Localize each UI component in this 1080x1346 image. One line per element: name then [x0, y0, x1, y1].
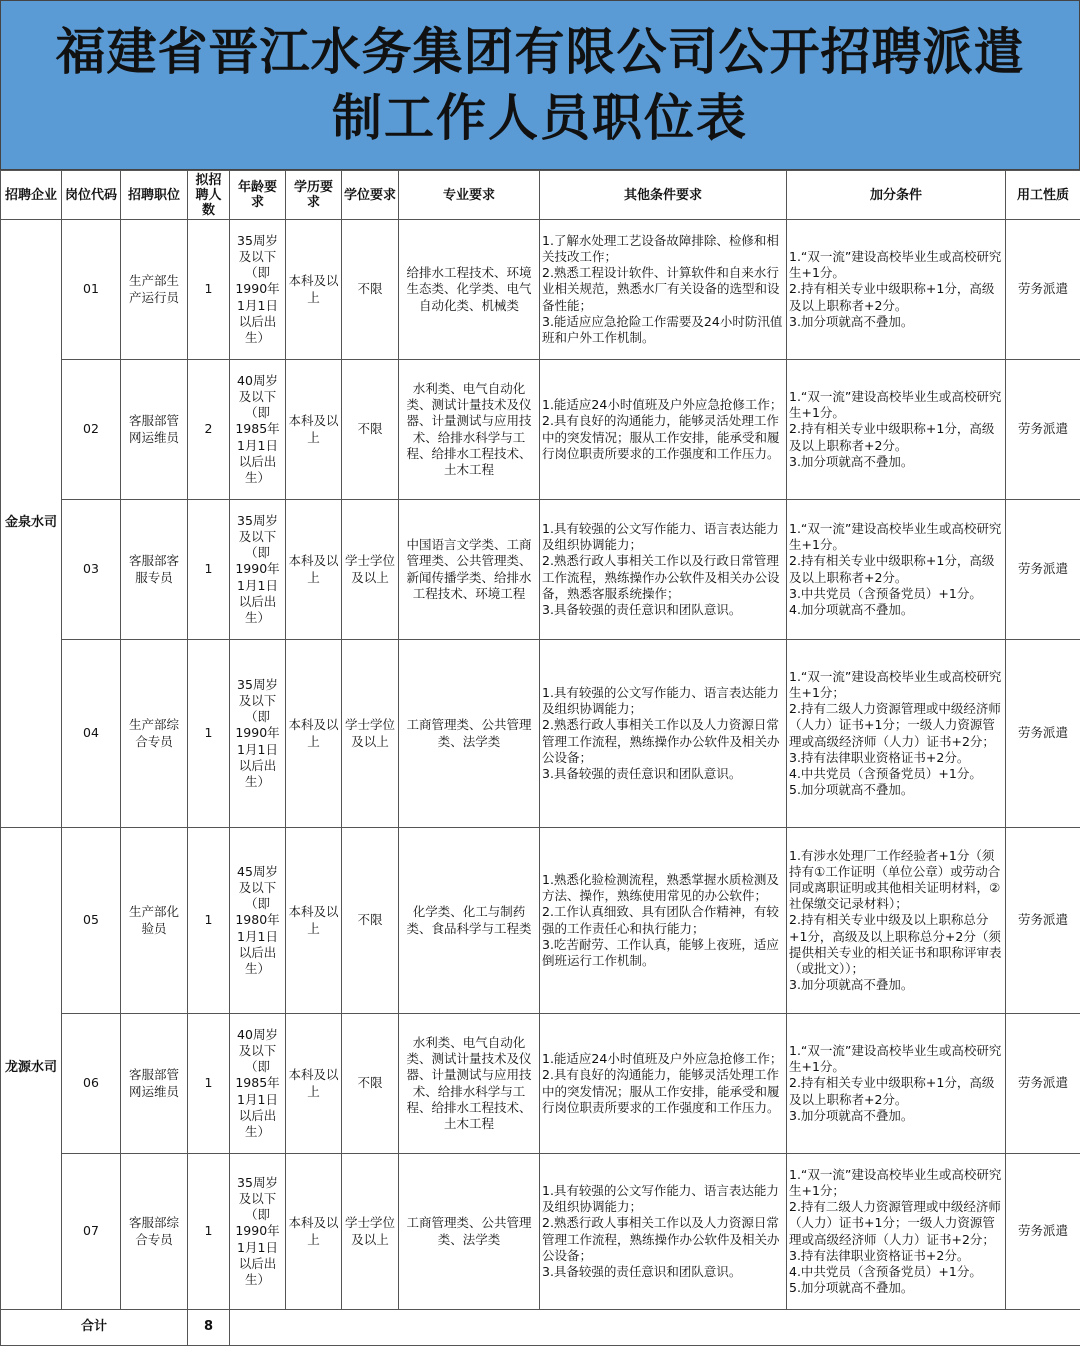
major-cell: 工商管理类、公共管理类、法学类	[399, 640, 540, 828]
total-count: 8	[188, 1310, 230, 1346]
header-employment: 用工性质	[1006, 171, 1080, 220]
company-cell: 金泉水司	[1, 220, 62, 828]
age-cell: 40周岁及以下（即1985年1月1日以后出生）	[230, 1014, 286, 1154]
position-cell: 客服部管网运维员	[121, 1014, 188, 1154]
major-cell: 工商管理类、公共管理类、法学类	[399, 1154, 540, 1310]
major-cell: 化学类、化工与制药类、食品科学与工程类	[399, 828, 540, 1014]
bonus-cell: 1.“双一流”建设高校毕业生或高校研究生+1分； 2.持有二级人力资源管理或中级经济师（人力）证书+1分；一级人力资源管理或高级经济师（人力）证书+2分； 3.持有法律职业资格证书+2分。 4.中共党员（含预备党员）+1分。 5.加分项就高不叠加。	[787, 640, 1006, 828]
count-cell: 1	[188, 640, 230, 828]
other-requirements-cell: 1.能适应24小时值班及户外应急抢修工作； 2.具有良好的沟通能力，能够灵活处理工作中的突发情况；服从工作安排，能承受和履行岗位职责所要求的工作强度和工作压力。	[540, 360, 787, 500]
employment-cell: 劳务派遣	[1006, 1014, 1080, 1154]
bonus-cell: 1.“双一流”建设高校毕业生或高校研究生+1分。 2.持有相关专业中级职称+1分，高级及以上职称者+2分。 3.中共党员（含预备党员）+1分。 4.加分项就高不叠加。	[787, 500, 1006, 640]
position-cell: 客服部管网运维员	[121, 360, 188, 500]
count-cell: 1	[188, 1154, 230, 1310]
header-age: 年龄要求	[230, 171, 286, 220]
major-cell: 中国语言文学类、工商管理类、公共管理类、新闻传播学类、给排水工程技术、环境工程	[399, 500, 540, 640]
degree-cell: 不限	[342, 1014, 399, 1154]
degree-cell: 学士学位及以上	[342, 1154, 399, 1310]
code-cell: 04	[62, 640, 121, 828]
other-requirements-cell: 1.具有较强的公文写作能力、语言表达能力及组织协调能力； 2.熟悉行政人事相关工作以及行政日常管理工作流程，熟练操作办公软件及相关办公设备，熟悉客服系统操作； 3.具备较强的责任意识和团队意识。	[540, 500, 787, 640]
position-cell: 生产部生产运行员	[121, 220, 188, 360]
header-bonus: 加分条件	[787, 171, 1006, 220]
count-cell: 1	[188, 500, 230, 640]
header-code: 岗位代码	[62, 171, 121, 220]
total-row	[1, 1310, 1080, 1346]
header-other: 其他条件要求	[540, 171, 787, 220]
total-label: 合计	[1, 1310, 188, 1346]
header-major: 专业要求	[399, 171, 540, 220]
code-cell: 01	[62, 220, 121, 360]
code-cell: 03	[62, 500, 121, 640]
major-cell: 水利类、电气自动化类、测试计量技术及仪器、计量测试与应用技术、给排水科学与工程、给排水工程技术、土木工程	[399, 360, 540, 500]
count-cell: 1	[188, 828, 230, 1014]
education-cell: 本科及以上	[286, 360, 342, 500]
page-title	[0, 0, 1080, 170]
other-requirements-cell: 1.能适应24小时值班及户外应急抢修工作； 2.具有良好的沟通能力，能够灵活处理工作中的突发情况；服从工作安排，能承受和履行岗位职责所要求的工作强度和工作压力。	[540, 1014, 787, 1154]
position-cell: 客服部综合专员	[121, 1154, 188, 1310]
header-position: 招聘职位	[121, 171, 188, 220]
employment-cell: 劳务派遣	[1006, 360, 1080, 500]
table-row	[1, 828, 1080, 1014]
count-cell: 2	[188, 360, 230, 500]
other-requirements-cell: 1.具有较强的公文写作能力、语言表达能力及组织协调能力； 2.熟悉行政人事相关工作以及人力资源日常管理工作流程，熟练操作办公软件及相关办公设备； 3.具备较强的责任意识和团队意识。	[540, 1154, 787, 1310]
other-requirements-cell: 1.了解水处理工艺设备故障排除、检修和相关技改工作； 2.熟悉工程设计软件、计算软件和自来水行业相关规范，熟悉水厂有关设备的选型和设备性能； 3.能适应应急抢险工作需要及24小时防汛值班和户外工作机制。	[540, 220, 787, 360]
degree-cell: 不限	[342, 220, 399, 360]
age-cell: 45周岁及以下（即1980年1月1日以后出生）	[230, 828, 286, 1014]
degree-cell: 不限	[342, 360, 399, 500]
education-cell: 本科及以上	[286, 1014, 342, 1154]
positions-table	[0, 170, 1080, 1346]
code-cell: 05	[62, 828, 121, 1014]
title-line-2: 制工作人员职位表	[332, 88, 748, 147]
code-cell: 07	[62, 1154, 121, 1310]
degree-cell: 学士学位及以上	[342, 640, 399, 828]
table-row	[1, 640, 1080, 828]
position-cell: 客服部客服专员	[121, 500, 188, 640]
count-cell: 1	[188, 220, 230, 360]
age-cell: 35周岁及以下（即1990年1月1日以后出生）	[230, 1154, 286, 1310]
header-count: 拟招聘人数	[188, 171, 230, 220]
bonus-cell: 1.“双一流”建设高校毕业生或高校研究生+1分。 2.持有相关专业中级职称+1分，高级及以上职称者+2分。 3.加分项就高不叠加。	[787, 220, 1006, 360]
employment-cell: 劳务派遣	[1006, 500, 1080, 640]
code-cell: 02	[62, 360, 121, 500]
header-row	[1, 171, 1080, 220]
age-cell: 40周岁及以下（即1985年1月1日以后出生）	[230, 360, 286, 500]
age-cell: 35周岁及以下（即1990年1月1日以后出生）	[230, 220, 286, 360]
education-cell: 本科及以上	[286, 500, 342, 640]
header-education: 学历要求	[286, 171, 342, 220]
education-cell: 本科及以上	[286, 828, 342, 1014]
education-cell: 本科及以上	[286, 640, 342, 828]
header-degree: 学位要求	[342, 171, 399, 220]
table-row	[1, 1014, 1080, 1154]
total-empty-cell	[230, 1310, 1080, 1346]
degree-cell: 学士学位及以上	[342, 500, 399, 640]
degree-cell: 不限	[342, 828, 399, 1014]
position-cell: 生产部化验员	[121, 828, 188, 1014]
employment-cell: 劳务派遣	[1006, 640, 1080, 828]
employment-cell: 劳务派遣	[1006, 1154, 1080, 1310]
code-cell: 06	[62, 1014, 121, 1154]
bonus-cell: 1.“双一流”建设高校毕业生或高校研究生+1分。 2.持有相关专业中级职称+1分，高级及以上职称者+2分。 3.加分项就高不叠加。	[787, 360, 1006, 500]
employment-cell: 劳务派遣	[1006, 220, 1080, 360]
age-cell: 35周岁及以下（即1990年1月1日以后出生）	[230, 640, 286, 828]
bonus-cell: 1.“双一流”建设高校毕业生或高校研究生+1分。 2.持有相关专业中级职称+1分，高级及以上职称者+2分。 3.加分项就高不叠加。	[787, 1014, 1006, 1154]
education-cell: 本科及以上	[286, 220, 342, 360]
table-row	[1, 1154, 1080, 1310]
company-cell: 龙源水司	[1, 828, 62, 1310]
other-requirements-cell: 1.熟悉化验检测流程，熟悉掌握水质检测及方法、操作，熟练使用常见的办公软件； 2.工作认真细致、具有团队合作精神，有较强的工作责任心和执行能力； 3.吃苦耐劳、工作认真，能够上夜班，适应倒班运行工作机制。	[540, 828, 787, 1014]
table-row	[1, 360, 1080, 500]
table-row	[1, 500, 1080, 640]
count-cell: 1	[188, 1014, 230, 1154]
other-requirements-cell: 1.具有较强的公文写作能力、语言表达能力及组织协调能力； 2.熟悉行政人事相关工作以及人力资源日常管理工作流程，熟练操作办公软件及相关办公设备； 3.具备较强的责任意识和团队意识。	[540, 640, 787, 828]
header-company: 招聘企业	[1, 171, 62, 220]
bonus-cell: 1.“双一流”建设高校毕业生或高校研究生+1分； 2.持有二级人力资源管理或中级经济师（人力）证书+1分；一级人力资源管理或高级经济师（人力）证书+2分； 3.持有法律职业资格证书+2分。 4.中共党员（含预备党员）+1分。 5.加分项就高不叠加。	[787, 1154, 1006, 1310]
position-cell: 生产部综合专员	[121, 640, 188, 828]
age-cell: 35周岁及以下（即1990年1月1日以后出生）	[230, 500, 286, 640]
table-row	[1, 220, 1080, 360]
major-cell: 水利类、电气自动化类、测试计量技术及仪器、计量测试与应用技术、给排水科学与工程、给排水工程技术、土木工程	[399, 1014, 540, 1154]
title-line-1: 福建省晋江水务集团有限公司公开招聘派遣	[55, 22, 1025, 81]
bonus-cell: 1.有涉水处理厂工作经验者+1分（须持有①工作证明（单位公章）或劳动合同或离职证明或其他相关证明材料，②社保缴交记录材料）； 2.持有相关专业中级及以上职称总分+1分，高级及以上职称总分+2分（须提供相关专业的相关证书和职称评审表（或批文））； 3.加分项就高不叠加。	[787, 828, 1006, 1014]
employment-cell: 劳务派遣	[1006, 828, 1080, 1014]
education-cell: 本科及以上	[286, 1154, 342, 1310]
major-cell: 给排水工程技术、环境生态类、化学类、电气自动化类、机械类	[399, 220, 540, 360]
